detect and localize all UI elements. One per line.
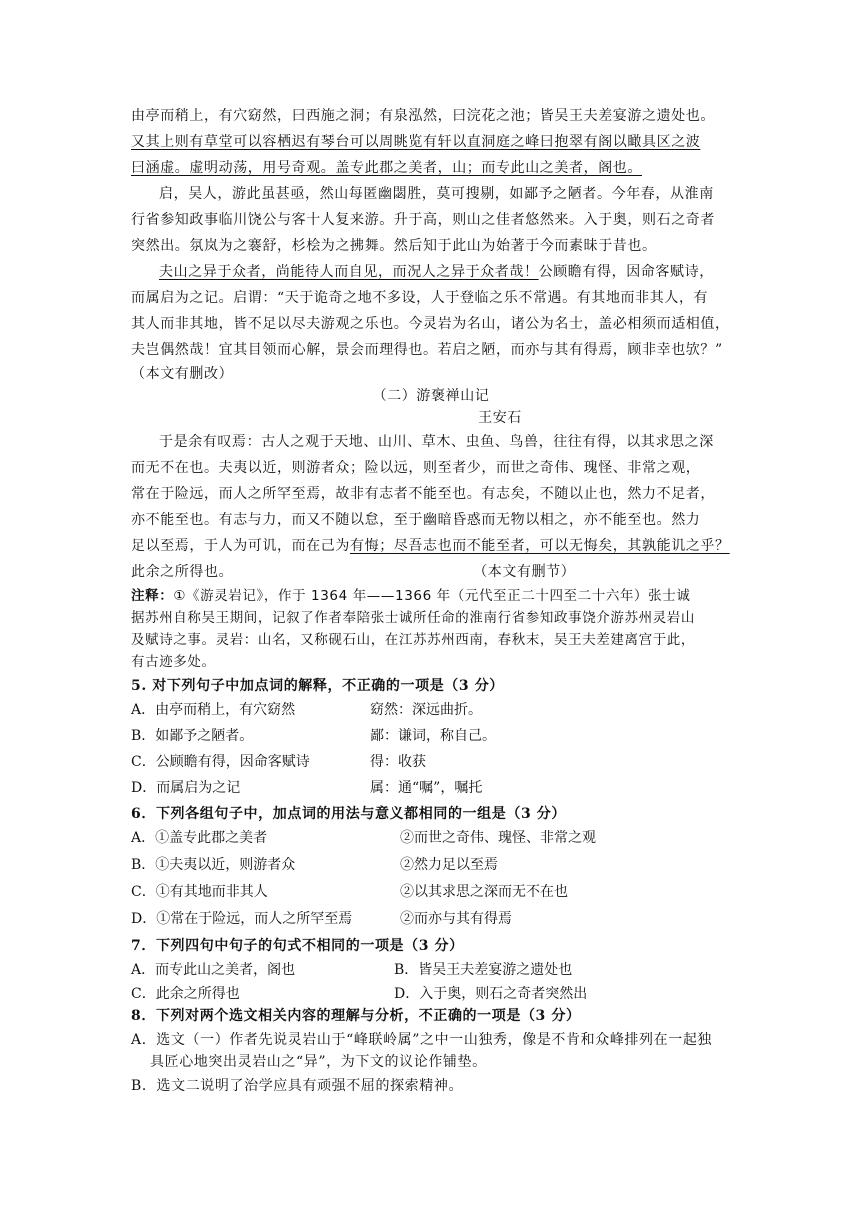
q6-option-a-right: ②而世之奇伟、瑰怪、非常之观: [400, 830, 596, 846]
passage2-line-6: [131, 562, 731, 582]
q6-option-a-left: A．①盖专此郡之美者: [131, 830, 268, 846]
note-line-2: 据苏州自称吴王期间，记叙了作者奉陪张士诚所任命的淮南行省参知政事饶介游苏州灵岩山: [131, 610, 695, 626]
q8-option-a: A．选文（一）作者先说灵岩山于“峰联岭属”之中一山独秀，像是不肯和众峰排列在一起独: [131, 1032, 713, 1048]
passage1-line-3-text: 曰涵虚。虚明动荡，用号奇观。盖专此郡之美者，山；而专此山之美者，阁也。: [131, 160, 642, 176]
question-6-stem: 6．下列各组句子中，加点词的用法与意义都相同的一组是（3 分）: [131, 806, 566, 822]
passage2-line-4: 亦不能至也。有志与力，而又不随以怠，至于幽暗昏惑而无物以相之，亦不能至也。然力: [131, 512, 701, 528]
passage2-note: （本文有删节）: [473, 564, 576, 580]
q5-option-b: B．如鄙予之陋者。: [131, 728, 254, 744]
note-line-1: [131, 586, 731, 606]
passage1-note: （本文有删改）: [131, 366, 234, 382]
q5-option-a: A．由亭而稍上，有穴窈然: [131, 702, 296, 718]
q6-option-d-right: ②而亦与其有得焉: [400, 911, 512, 927]
passage2-title: （二）游褒禅山记: [372, 388, 490, 404]
q7-option-c: C．此余之所得也: [131, 986, 240, 1002]
q7-option-d: D．入于奥，则石之奇者突然出: [394, 986, 588, 1002]
q7-option-a: A．而专此山之美者，阁也: [131, 962, 296, 978]
passage2-line-3: 常在于险远，而人之所罕至焉，故非有志者不能至也。有志矣，不随以止也，然力不足者，: [131, 486, 715, 502]
q6-option-d-left: D．①常在于险远，而人之所罕至焉: [131, 911, 353, 927]
question-7-stem: 7．下列四句中句子的句式不相同的一项是（3 分）: [131, 938, 464, 954]
q6-option-c-right: ②以其求思之深而无不在也: [400, 884, 568, 900]
passage2-author: 王安石: [478, 410, 522, 426]
q5-option-a-explanation: 窈然：深远曲折。: [370, 702, 482, 718]
passage1-line-1: 由亭而稍上，有穴窈然，曰西施之洞；有泉泓然，曰浣花之池；皆吴王夫差宴游之遗处也。: [131, 108, 715, 124]
note-label: 注释：: [131, 588, 174, 604]
q5-option-c: C．公顾瞻有得，因命客赋诗: [131, 754, 310, 770]
q5-option-c-explanation: 得：收获: [370, 754, 426, 770]
passage1-line-3: [131, 158, 731, 178]
question-8-stem: 8．下列对两个选文相关内容的理解与分析，不正确的一项是（3 分）: [131, 1008, 581, 1024]
passage2-line-5: [131, 536, 731, 556]
underlined-sentence: 夫山之异于众者，尚能待人而自见，而况人之异于众者哉！: [159, 264, 539, 280]
passage2-line-5-text: 足以至焉，于人为可讥，而在己为: [131, 538, 350, 554]
passage1-line-8: 而属启为之记。启谓：“天于诡奇之地不多设，人于登临之乐不常遇。有其地而非其人，有: [131, 290, 709, 306]
passage1-line-4: 启，吴人，游此虽甚亟，然山每匿幽閟胜，莫可搜剔，如鄙予之陋者。今年春，从淮南: [159, 186, 714, 202]
passage2-line-2: 而无不在也。夫夷以近，则游者众；险以远，则至者少，而世之奇伟、瑰怪、非常之观，: [131, 460, 701, 476]
question-5-stem: 5. 对下列句子中加点词的解释，不正确的一项是（3 分）: [131, 678, 504, 694]
passage1-line-7-rest: 公顾瞻有得，因命客赋诗，: [538, 264, 714, 280]
passage1-line-7: [159, 262, 731, 282]
passage2-line-6-text: 此余之所得也。: [131, 564, 234, 580]
q6-option-b-left: B．①夫夷以近，则游者众: [131, 857, 296, 873]
q8-option-a-cont: 具匠心地突出灵岩山之“异”，为下文的议论作铺垫。: [150, 1054, 487, 1070]
passage1-line-6: 突然出。氛岚为之褰舒，杉桧为之拂舞。然后知于此山为始著于今而素昧于昔也。: [131, 238, 657, 254]
passage1-line-10: 夫岂偶然哉！宜其目领而心解，景会而理得也。若启之陋，而亦与其有得焉，顾非幸也欤？”: [131, 342, 723, 358]
passage1-line-5: 行省参知政事临川饶公与客十人复来游。升于高，则山之佳者悠然来。入于奥，则石之奇者: [131, 212, 715, 228]
note-line-4: 有古迹多处。: [131, 654, 216, 670]
q5-option-b-explanation: 鄙：谦词，称自己。: [370, 728, 496, 744]
q5-option-d: D．而属启为之记: [131, 780, 241, 796]
q6-option-b-right: ②然力足以至焉: [400, 857, 498, 873]
passage2-line-1: 于是余有叹焉：古人之观于天地、山川、草木、虫鱼、鸟兽，往往有得，以其求思之深: [159, 434, 714, 450]
note-line-1-text: ①《游灵岩记》，作于 1364 年——1366 年（元代至正二十四至二十六年）张士诚: [173, 588, 691, 604]
q5-option-d-explanation: 属：通“嘱”，嘱托: [370, 780, 483, 796]
note-line-3: 及赋诗之事。灵岩：山名，又称砚石山，在江苏苏州西南，春秋末，吴王夫差建离宫于此，: [131, 632, 695, 648]
underlined-sentence-2: 有悔；尽吾志也而不能至者，可以无悔矣，其孰能讥之乎？: [350, 538, 730, 554]
passage1-line-9: 其人而非其地，皆不足以尽夫游观之乐也。今灵岩为名山，诸公为名士，盖必相须而适相值，: [131, 316, 730, 332]
passage1-line-2: 又其上则有草堂可以容栖迟有琴台可以周眺览有轩以直洞庭之峰曰抱翠有阁以瞰具区之波: [131, 134, 701, 150]
q6-option-c-left: C．①有其地而非其人: [131, 884, 268, 900]
q7-option-b: B．皆吴王夫差宴游之遗处也: [394, 962, 573, 978]
q8-option-b: B．选文二说明了治学应具有顽强不屈的探索精神。: [131, 1078, 464, 1094]
